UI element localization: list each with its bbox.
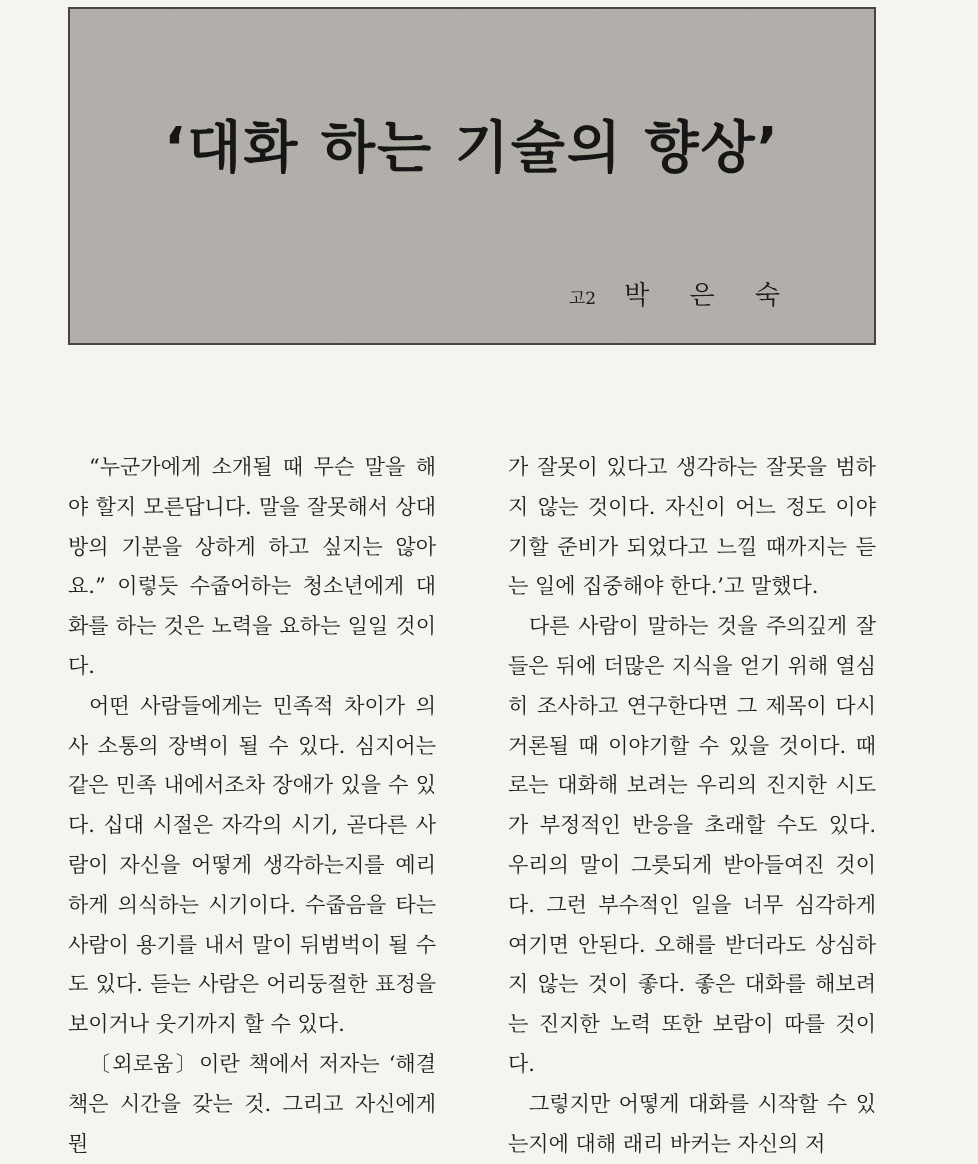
right-column (508, 448, 876, 1164)
byline (569, 275, 796, 312)
paragraph: 다른 사람이 말하는 것을 주의깊게 잘 들은 뒤에 더많은 지식을 얻기 위해 열심히 조사하고 연구한다면 그 제목이 다시 거론될 때 이야기할 수 있을 것이다. 때로는 대화해 보려는 우리의 진지한 시도가 부정적인 반응을 초래할 수도 있다. 우리의 말이 그릇되게 받아들여진 것이다. 그런 부수적인 일을 너무 심각하게 여기면 안된다. 오해를 받더라도 상심하지 않는 것이 좋다. 좋은 대화를 해보려는 진지한 노력 또한 보람이 따를 것이다. (508, 614, 876, 1076)
paragraph: 〔외로움〕이란 책에서 저자는 ‘해결책은 시간을 갖는 것. 그리고 자신에게 뭔 (68, 1051, 436, 1156)
title-box (68, 7, 876, 345)
author-name: 박 은 숙 (624, 281, 796, 311)
left-column (68, 448, 436, 1164)
paragraph: “누군가에게 소개될 때 무슨 말을 해야 할지 모른답니다. 말을 잘못해서 상대방의 기분을 상하게 하고 싶지는 않아요.” 이렇듯 수줍어하는 청소년에게 대화를 하는 것은 노력을 요하는 일일 것이다. (68, 455, 436, 678)
paragraph: 가 잘못이 있다고 생각하는 잘못을 범하지 않는 것이다. 자신이 어느 정도 이야기할 준비가 되었다고 느낄 때까지는 듣는 일에 집중해야 한다.’고 말했다. (508, 455, 876, 599)
paragraph: 어떤 사람들에게는 민족적 차이가 의사 소통의 장벽이 될 수 있다. 심지어는 같은 민족 내에서조차 장애가 있을 수 있다. 십대 시절은 자각의 시기, 곧다른 사람이 자신을 어떻게 생각하는지를 예리하게 의식하는 시기이다. 수줍음을 타는 사람이 용기를 내서 말이 뒤범벅이 될 수도 있다. 듣는 사람은 어리둥절한 표정을 보이거나 웃기까지 할 수 있다. (68, 693, 436, 1037)
paragraph: 그렇지만 어떻게 대화를 시작할 수 있는지에 대해 래리 바커는 자신의 저 (508, 1091, 876, 1156)
author-grade: 고2 (568, 289, 597, 309)
article-title: ‘대화 하는 기술의 향상’ (164, 116, 780, 181)
